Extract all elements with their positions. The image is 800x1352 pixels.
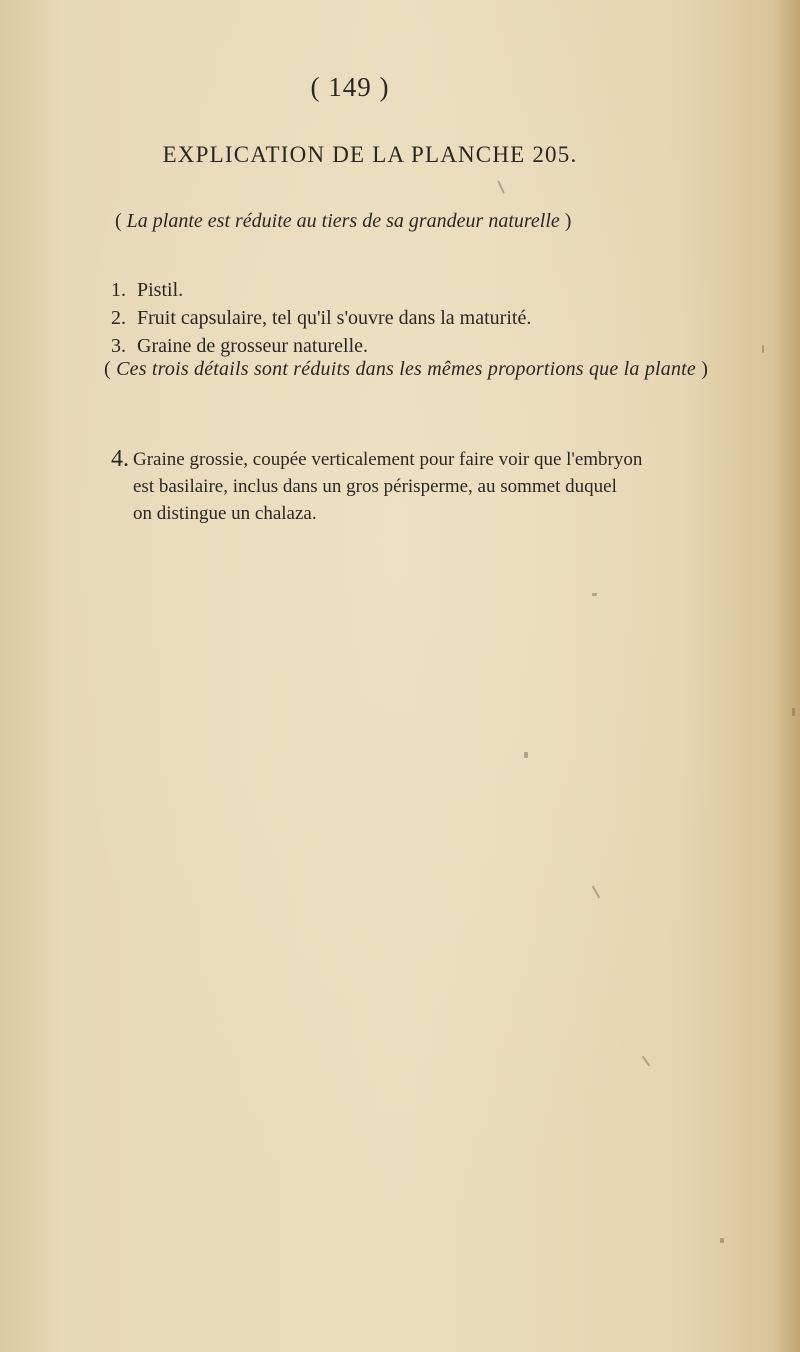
paper-speck — [592, 593, 597, 596]
item-number: 1. — [111, 279, 126, 301]
item-number: 2. — [111, 307, 126, 329]
paper-speck — [592, 885, 601, 898]
list-item — [111, 332, 531, 360]
scale-note-text: La plante est réduite au tiers de sa grandeur naturelle — [126, 210, 560, 232]
item-number: 3. — [111, 335, 126, 357]
seed-description-line: Graine grossie, coupée verticalement pour faire voir que l'embryon — [133, 449, 643, 470]
scale-note — [115, 210, 571, 233]
seed-description-line: est basilaire, inclus dans un gros périsperme, au sommet duquel — [133, 476, 617, 497]
list-item — [111, 304, 531, 332]
details-note-text: Ces trois détails sont réduits dans les mêmes proportions que la plante — [116, 358, 697, 380]
details-note-open-paren: ( — [104, 358, 111, 380]
figure-list — [111, 276, 531, 360]
page-number: ( 149 ) — [310, 72, 390, 102]
paper-speck — [762, 345, 764, 353]
scale-note-close-paren: ) — [564, 210, 572, 232]
item-text: Pistil. — [137, 279, 184, 301]
list-item — [111, 276, 531, 304]
paper-speck — [524, 752, 528, 758]
plate-title: EXPLICATION DE LA PLANCHE 205. — [162, 142, 578, 167]
paper-speck — [497, 180, 505, 194]
details-note — [104, 358, 708, 381]
item-text: Fruit capsulaire, tel qu'il s'ouvre dans la maturité. — [137, 307, 532, 329]
item-text: Graine de grosseur naturelle. — [137, 335, 369, 357]
seed-description-line: on distingue un chalaza. — [133, 503, 317, 524]
item-number: 4. — [111, 446, 129, 472]
scale-note-open-paren: ( — [115, 210, 122, 232]
paper-speck — [720, 1238, 724, 1243]
page-edge-shadow — [772, 0, 800, 1352]
paper-speck — [792, 708, 795, 716]
seed-description — [111, 446, 691, 527]
details-note-close-paren: ) — [701, 358, 709, 380]
paper-speck — [642, 1056, 651, 1067]
